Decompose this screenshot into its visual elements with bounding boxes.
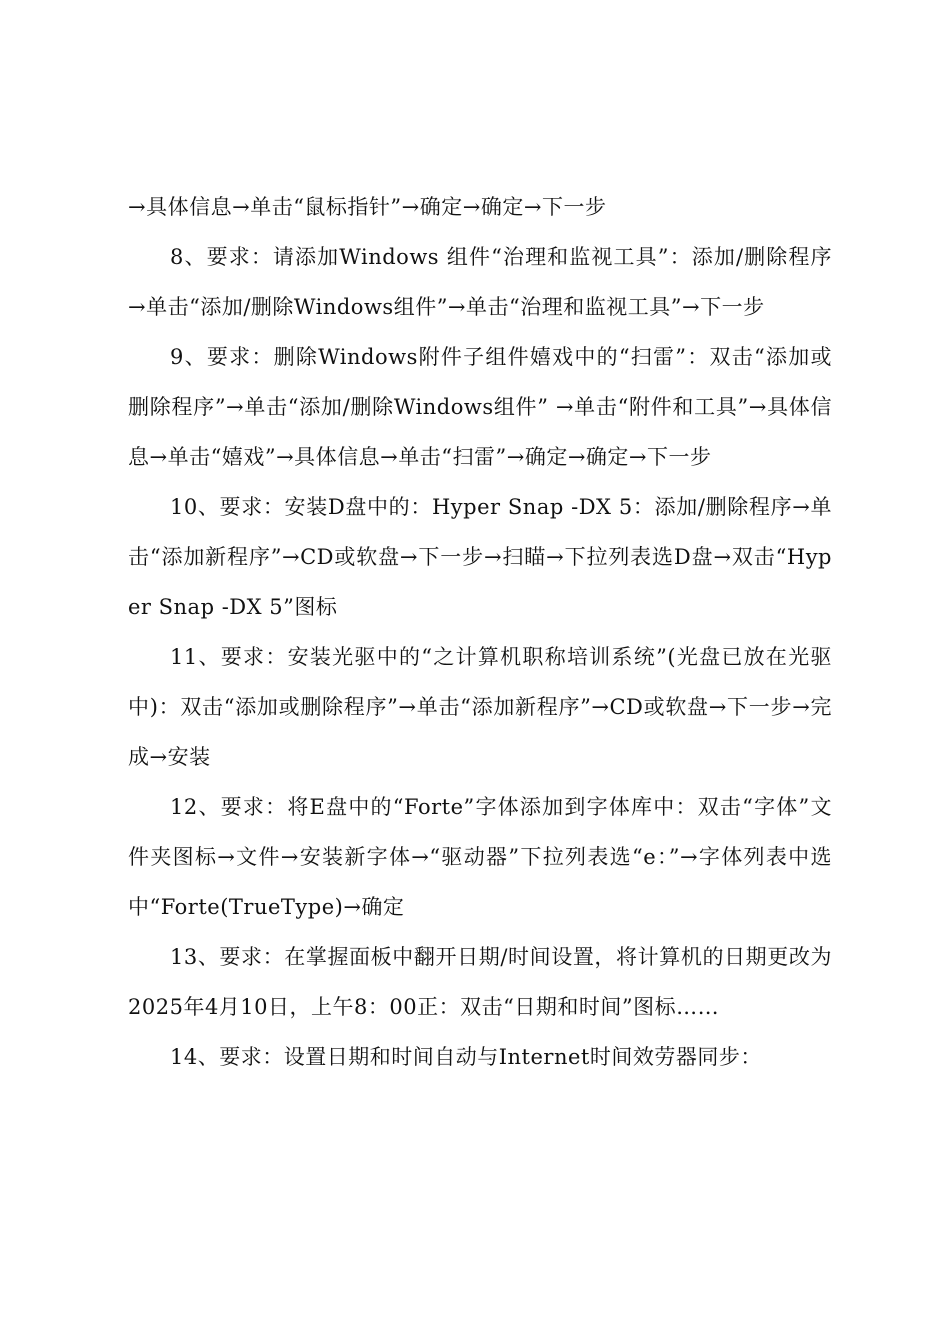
paragraph-10: 10、要求：安装D盘中的：Hyper Snap -DX 5：添加/删除程序→单击“添加新程序”→CD或软盘→下一步→扫瞄→下拉列表选D盘→双击“Hyper Snap -DX 5”图标 [128, 495, 832, 619]
paragraph-9: 9、要求：删除Windows附件子组件嬉戏中的“扫雷”：双击“添加或删除程序”→单击“添加/删除Windows组件” →单击“附件和工具”→具体信息→单击“嬉戏”→具体信息→单击“扫雷”→确定→确定→下一步 [128, 345, 832, 469]
document-body [128, 182, 832, 1082]
paragraph-7-continuation: →具体信息→单击“鼠标指针”→确定→确定→下一步 [128, 195, 607, 219]
paragraph-14: 14、要求：设置日期和时间自动与Internet时间效劳器同步： [170, 1045, 762, 1069]
paragraph-11: 11、要求：安装光驱中的“之计算机职称培训系统”(光盘已放在光驱中)：双击“添加或删除程序”→单击“添加新程序”→CD或软盘→下一步→完成→安装 [128, 645, 832, 769]
paragraph-13: 13、要求：在掌握面板中翻开日期/时间设置，将计算机的日期更改为2025年4月10日，上午8：00正：双击“日期和时间”图标…… [128, 945, 832, 1019]
paragraph-12: 12、要求：将E盘中的“Forte”字体添加到字体库中：双击“字体”文件夹图标→文件→安装新字体→“驱动器”下拉列表选“e：”→字体列表中选中“Forte(TrueType)→确定 [128, 795, 832, 919]
paragraph-8: 8、要求：请添加Windows 组件“治理和监视工具”：添加/删除程序→单击“添加/删除Windows组件”→单击“治理和监视工具”→下一步 [128, 245, 832, 319]
